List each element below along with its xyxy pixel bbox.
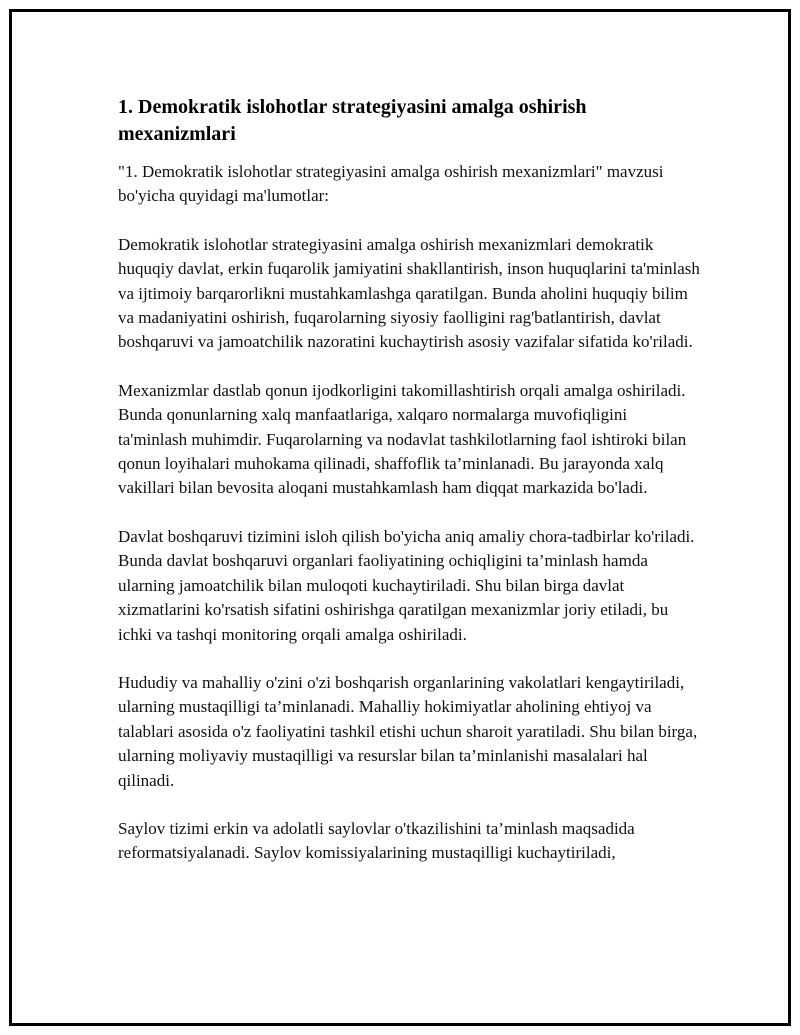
paragraph-4: Hududiy va mahalliy o'zini o'zi boshqarish organlarining vakolatlari kengaytiriladi, ularning mustaqilligi ta’minlanadi. Mahalliy hokimiyatlar aholining ehtiyoj va talablari asosida o'z faoliyatini tashkil etishi uchun sharoit yaratiladi. Shu bilan birga, ularning moliyaviy mustaqilligi va resurslar bilan ta’minlanishi masalalari hal qilinadi. [118,672,698,790]
intro-paragraph: "1. Demokratik islohotlar strategiyasini amalga oshirish mexanizmlari" mavzusi bo'yicha quyidagi ma'lumotlar: [118,162,664,206]
paragraph-1: Demokratik islohotlar strategiyasini amalga oshirish mexanizmlari demokratik huquqiy davlat, erkin fuqarolik jamiyatini shakllantirish, inson huquqlarini ta'minlash va ijtimoiy barqarorlikni mustahkamlashga qaratilgan. Bunda aholini huquqiy bilim va madaniyatini oshirish, fuqarolarning siyosiy faolligini rag'batlantirish, davlat boshqaruvi va jamoatchilik nazoratini kuchaytirish asosiy vazifalar sifatida ko'riladi. [118,234,700,352]
paragraph-3: Davlat boshqaruvi tizimini isloh qilish bo'yicha aniq amaliy chora-tadbirlar ko'riladi. Bunda davlat boshqaruvi organlari faoliyatining ochiqligini ta’minlash hamda ularning jamoatchilik bilan muloqoti kuchaytiriladi. Shu bilan birga davlat xizmatlarini ko'rsatish sifatini oshirishga qaratilgan mexanizmlar joriy etiladi, bu ichki va tashqi monitoring orqali amalga oshiriladi. [118,526,695,644]
document-title: 1. Demokratik islohotlar strategiyasini amalga oshirish mexanizmlari [118,96,587,145]
paragraph-5: Saylov tizimi erkin va adolatli saylovlar o'tkazilishini ta’minlash maqsadida reformatsiyalanadi. Saylov komissiyalarining mustaqilligi kuchaytiriladi, [118,818,635,863]
document-body [118,94,700,890]
paragraph-2: Mexanizmlar dastlab qonun ijodkorligini takomillashtirish orqali amalga oshiriladi. Bunda qonunlarning xalq manfaatlariga, xalqaro normalarga muvofiqligini ta'minlash muhimdir. Fuqarolarning va nodavlat tashkilotlarning faol ishtiroki bilan qonun loyihalari muhokama qilinadi, shaffoflik ta’minlanadi. Bu jarayonda xalq vakillari bilan bevosita aloqani mustahkamlash ham diqqat markazida bo'ladi. [118,380,687,498]
